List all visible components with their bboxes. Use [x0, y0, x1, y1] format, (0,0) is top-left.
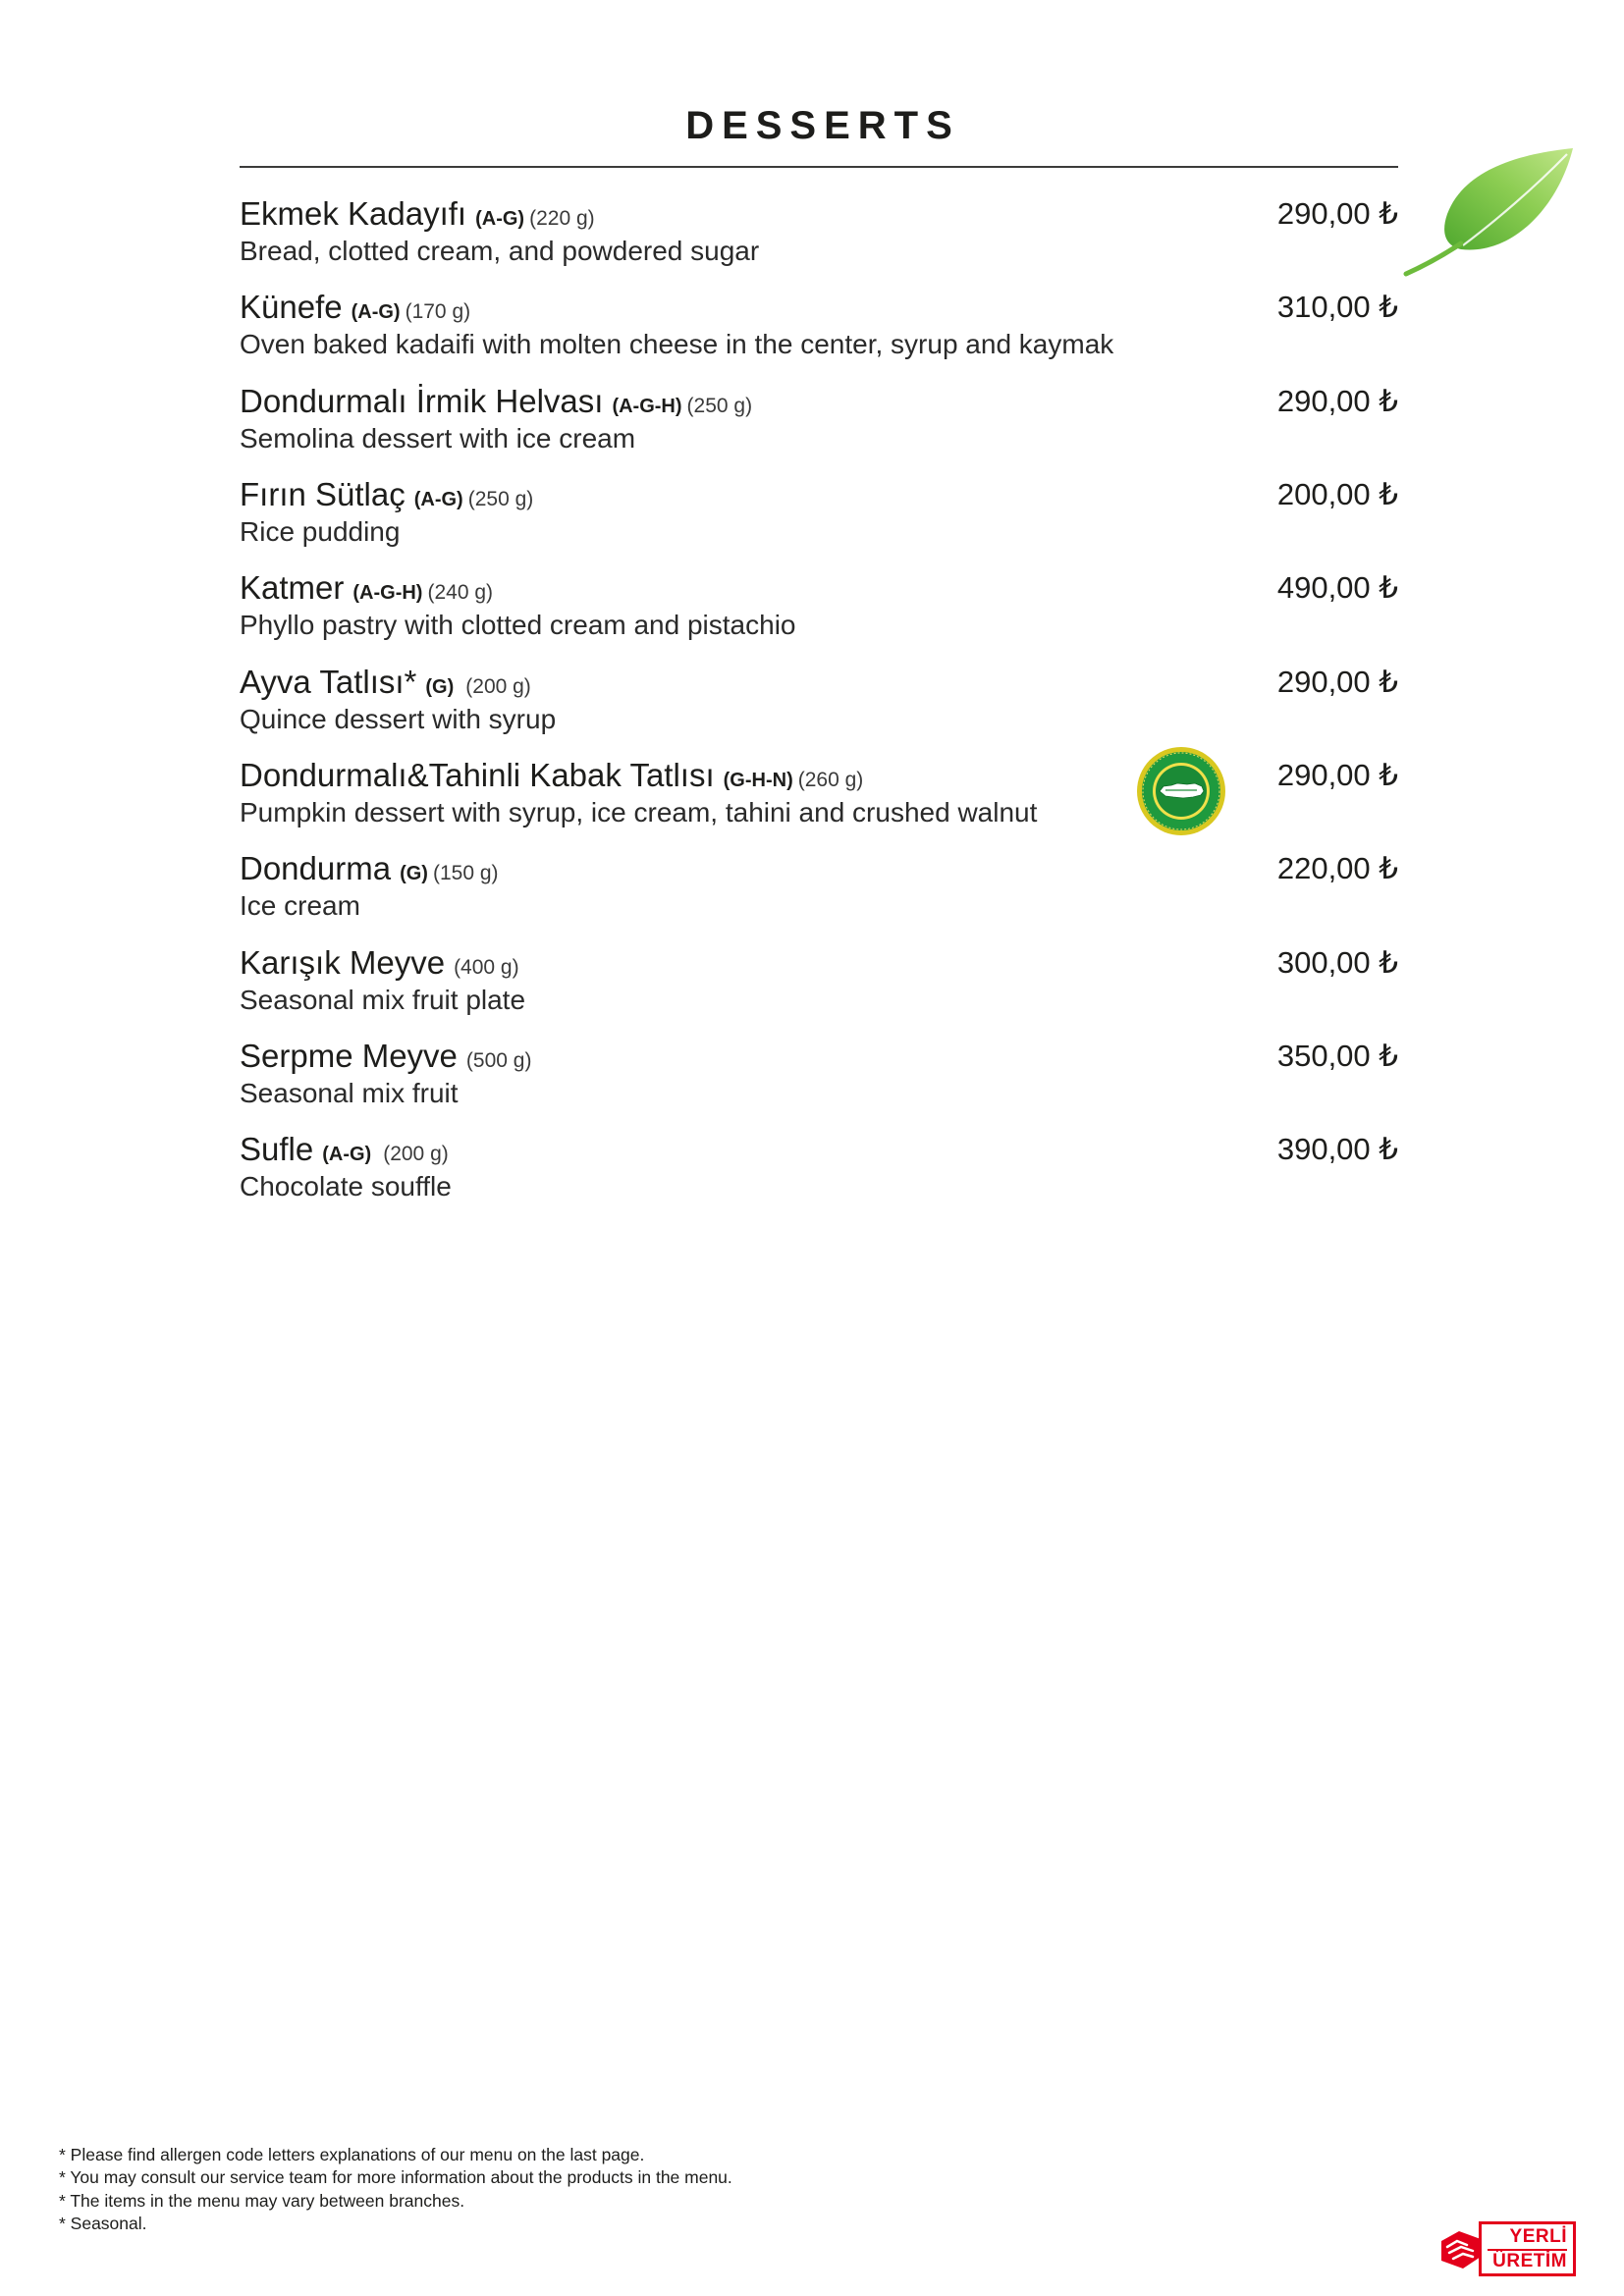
- yerli-uretim-logo: [1439, 2221, 1577, 2276]
- logo-text-line: YERLİ: [1509, 2226, 1567, 2247]
- item-price: 220,00 ₺: [1276, 851, 1398, 886]
- item-price: 290,00 ₺: [1276, 758, 1398, 793]
- dessert-menu-list: [240, 195, 1398, 1225]
- item-description: Quince dessert with syrup: [240, 703, 557, 734]
- item-price: 490,00 ₺: [1276, 570, 1398, 606]
- item-price: 200,00 ₺: [1276, 477, 1398, 512]
- geographical-indication-seal-icon: [1136, 746, 1226, 836]
- item-price: 310,00 ₺: [1276, 290, 1398, 325]
- item-weight: (200 g): [465, 674, 531, 698]
- logo-text-box: [1479, 2221, 1576, 2276]
- item-price: 300,00 ₺: [1276, 944, 1398, 980]
- item-weight: (400 g): [454, 955, 519, 979]
- item-description: Semolina dessert with ice cream: [240, 422, 636, 454]
- item-weight: (170 g): [405, 300, 471, 324]
- item-name: Karışık Meyve: [240, 943, 446, 981]
- item-description: Pumpkin dessert with syrup, ice cream, tahini and crushed walnut: [240, 797, 1038, 828]
- footer-note: * You may consult our service team for more information about the products in the menu.: [59, 2167, 732, 2188]
- footer-note: * Seasonal.: [59, 2213, 147, 2233]
- item-title-line: [240, 1131, 1398, 1168]
- item-description: Ice cream: [240, 890, 360, 922]
- menu-item: [240, 1131, 1398, 1224]
- item-weight: (250 g): [686, 394, 753, 417]
- title-divider: [240, 166, 1398, 168]
- menu-item: [240, 1038, 1398, 1131]
- item-name: Ekmek Kadayıfı: [240, 195, 467, 232]
- item-description: Phyllo pastry with clotted cream and pistachio: [240, 610, 796, 641]
- allergen-code: (G): [425, 675, 455, 698]
- item-description: Rice pudding: [240, 516, 401, 548]
- item-description: Oven baked kadaifi with molten cheese in the center, syrup and kaymak: [240, 329, 1114, 360]
- item-name: Sufle: [240, 1131, 314, 1168]
- item-title-line: [240, 664, 1398, 701]
- item-weight: (260 g): [797, 769, 864, 792]
- allergen-code: (A-G-H): [612, 395, 682, 417]
- item-weight: (200 g): [383, 1143, 449, 1166]
- item-description: Bread, clotted cream, and powdered sugar: [240, 236, 760, 266]
- menu-item: [240, 476, 1398, 569]
- allergen-code: (A-G): [322, 1144, 372, 1166]
- item-description: Seasonal mix fruit: [240, 1078, 459, 1109]
- page-title: DESSERTS: [685, 104, 960, 147]
- item-name: Katmer: [240, 569, 345, 607]
- item-title-line: [240, 195, 1398, 233]
- item-title-line: [240, 944, 1398, 982]
- item-weight: (500 g): [465, 1049, 532, 1073]
- item-title-line: [240, 476, 1398, 513]
- item-name: Dondurmalı&Tahinli Kabak Tatlısı: [240, 757, 715, 794]
- allergen-code: (G): [400, 863, 428, 885]
- item-name: Ayva Tatlısı*: [240, 663, 417, 700]
- item-name: Dondurma: [240, 850, 392, 887]
- footer-note: * Please find allergen code letters explanations of our menu on the last page.: [59, 2145, 645, 2164]
- item-description: Seasonal mix fruit plate: [240, 984, 526, 1015]
- item-price: 350,00 ₺: [1276, 1039, 1398, 1074]
- menu-item: [240, 850, 1398, 943]
- item-price: 390,00 ₺: [1276, 1132, 1398, 1167]
- menu-item: [240, 383, 1398, 476]
- item-weight: (220 g): [529, 207, 595, 230]
- item-price: 290,00 ₺: [1276, 196, 1398, 231]
- item-title-line: [240, 1038, 1398, 1075]
- handshake-icon: [1439, 2227, 1483, 2272]
- item-price: 290,00 ₺: [1276, 383, 1398, 418]
- allergen-code: (A-G-H): [352, 582, 423, 605]
- item-title-line: [240, 383, 1398, 420]
- footer-note: * The items in the menu may vary between branches.: [59, 2190, 465, 2211]
- item-name: Dondurmalı İrmik Helvası: [240, 382, 604, 419]
- item-weight: (150 g): [432, 862, 499, 885]
- menu-item: [240, 195, 1398, 289]
- item-title-line: [240, 569, 1398, 607]
- item-title-line: [240, 850, 1398, 887]
- allergen-code: (A-G): [475, 208, 525, 230]
- item-price: 290,00 ₺: [1276, 664, 1398, 699]
- menu-item: [240, 944, 1398, 1038]
- item-title-line: [240, 289, 1398, 326]
- allergen-code: (G-H-N): [723, 770, 793, 792]
- item-name: Fırın Sütlaç: [240, 476, 406, 513]
- item-weight: (250 g): [467, 488, 534, 511]
- item-weight: (240 g): [427, 581, 494, 605]
- allergen-code: (A-G): [413, 489, 463, 511]
- item-name: Serpme Meyve: [240, 1038, 458, 1075]
- leaf-icon: [1400, 145, 1577, 277]
- menu-item: [240, 569, 1398, 663]
- footer-notes: [59, 2144, 732, 2235]
- menu-item: [240, 664, 1398, 757]
- item-description: Chocolate souffle: [240, 1171, 452, 1202]
- item-name: Künefe: [240, 289, 343, 326]
- allergen-code: (A-G): [351, 301, 401, 324]
- logo-text-line: ÜRETİM: [1492, 2251, 1567, 2271]
- menu-item: [240, 289, 1398, 382]
